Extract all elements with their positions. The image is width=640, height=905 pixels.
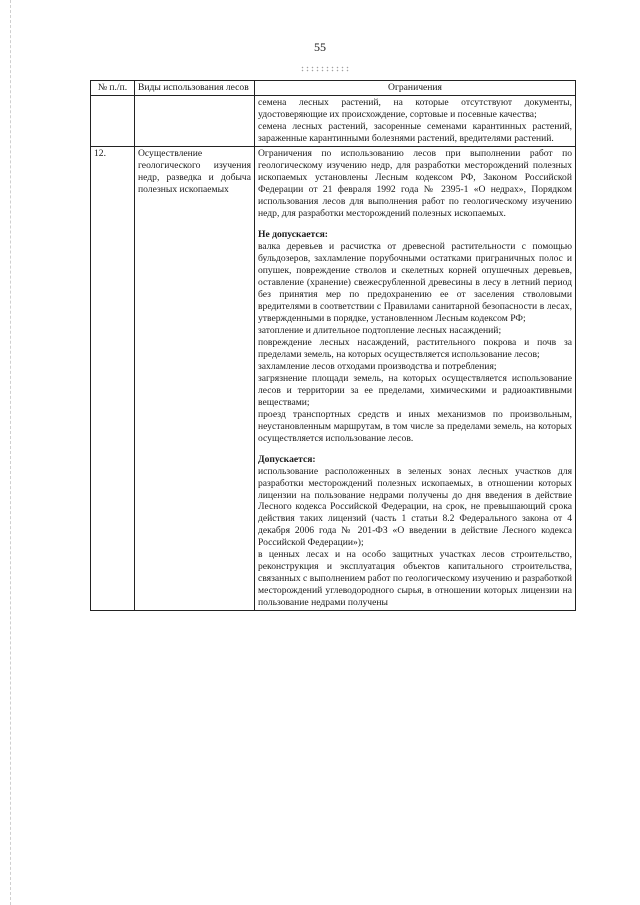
row-number-cell <box>91 95 135 146</box>
allowed-item: использование расположенных в зеленых зонах лесных участков для разработки месторождений полезных ископаемых, в отношении которых лицензии на пользование недрами получены до дня введения в действие Лесного кодекса Российской Федерации, на срок, не превышающий срока действия таких лицензий (часть 1 статьи 8.2 Федерального закона от 4 декабря 2006 года № 201-ФЗ «О введении в действие Лесного кодекса Российской Федерации»); <box>258 465 572 549</box>
binding-mark <box>10 0 12 905</box>
row-number-cell: 12. <box>91 146 135 610</box>
header-types: Виды использования лесов <box>135 81 255 96</box>
table-row <box>91 146 576 610</box>
row-restrictions-cell <box>255 95 576 146</box>
restriction-paragraph: семена лесных растений, засоренные семенами карантинных растений, зараженные карантинными болезнями растений, вредителями растений. <box>258 120 572 144</box>
row-restrictions-cell <box>255 146 576 610</box>
allowed-heading: Допускается: <box>258 453 316 465</box>
table-row <box>91 95 576 146</box>
table-header-row <box>91 81 576 96</box>
restriction-intro: Ограничения по использованию лесов при выполнении работ по геологическому изучению недр, для разработки месторождений полезных ископаемых установлены Лесным кодексом РФ, Законом Российской Федерации от 21 февраля 1992 года № 2395-1 «О недрах», Порядком использования лесов для выполнения работ по геологическому изучению недр, для разработки месторождений полезных ископаемых. <box>258 147 572 219</box>
not-allowed-item: валка деревьев и расчистка от древесной растительности с помощью бульдозеров, захламление порубочными остатками приграничных полос и опушек, повреждение стволов и скелетных корней опушечных деревьев, оставление (хранение) свежесрубленной древесины в лесу в летний период без принятия мер по предохранению ее от заселения стволовыми вредителями в соответствии с Правилами санитарной безопасности в лесах, утвержденными в порядке, установленном Лесным кодексом РФ; <box>258 240 572 324</box>
restrictions-table <box>90 80 576 611</box>
row-type-cell: Осуществление геологического изучения недр, разведка и добыча полезных ископаемых <box>135 146 255 610</box>
restriction-paragraph: семена лесных растений, на которые отсутствуют документы, удостоверяющие их происхождение, сортовые и посевные качества; <box>258 96 572 120</box>
not-allowed-item: повреждение лесных насаждений, растительного покрова и почв за пределами земель, на которых осуществляется использование лесов; <box>258 336 572 360</box>
header-restrictions: Ограничения <box>255 81 576 96</box>
not-allowed-item: проезд транспортных средств и иных механизмов по произвольным, неустановленным маршрутам, в том числе за пределами земель, на которых осуществляется использование лесов. <box>258 408 572 444</box>
not-allowed-item: загрязнение площади земель, на которых осуществляется использование лесов и территории за ее пределами, химическими и радиоактивными веществами; <box>258 372 572 408</box>
row-type-cell <box>135 95 255 146</box>
scan-noise <box>300 66 350 72</box>
not-allowed-item: захламление лесов отходами производства и потребления; <box>258 360 497 372</box>
page-number: 55 <box>314 40 326 54</box>
header-number: № п./п. <box>91 81 135 96</box>
not-allowed-heading: Не допускается: <box>258 228 328 240</box>
not-allowed-item: затопление и длительное подтопление лесных насаждений; <box>258 324 502 336</box>
allowed-item: в ценных лесах и на особо защитных участках лесов строительство, реконструкция и эксплуатация объектов капитального строительства, связанных с выполнением работ по геологическому изучению и разработкой месторождений углеводородного сырья, в отношении которых лицензии на пользование недрами получены <box>258 549 572 609</box>
